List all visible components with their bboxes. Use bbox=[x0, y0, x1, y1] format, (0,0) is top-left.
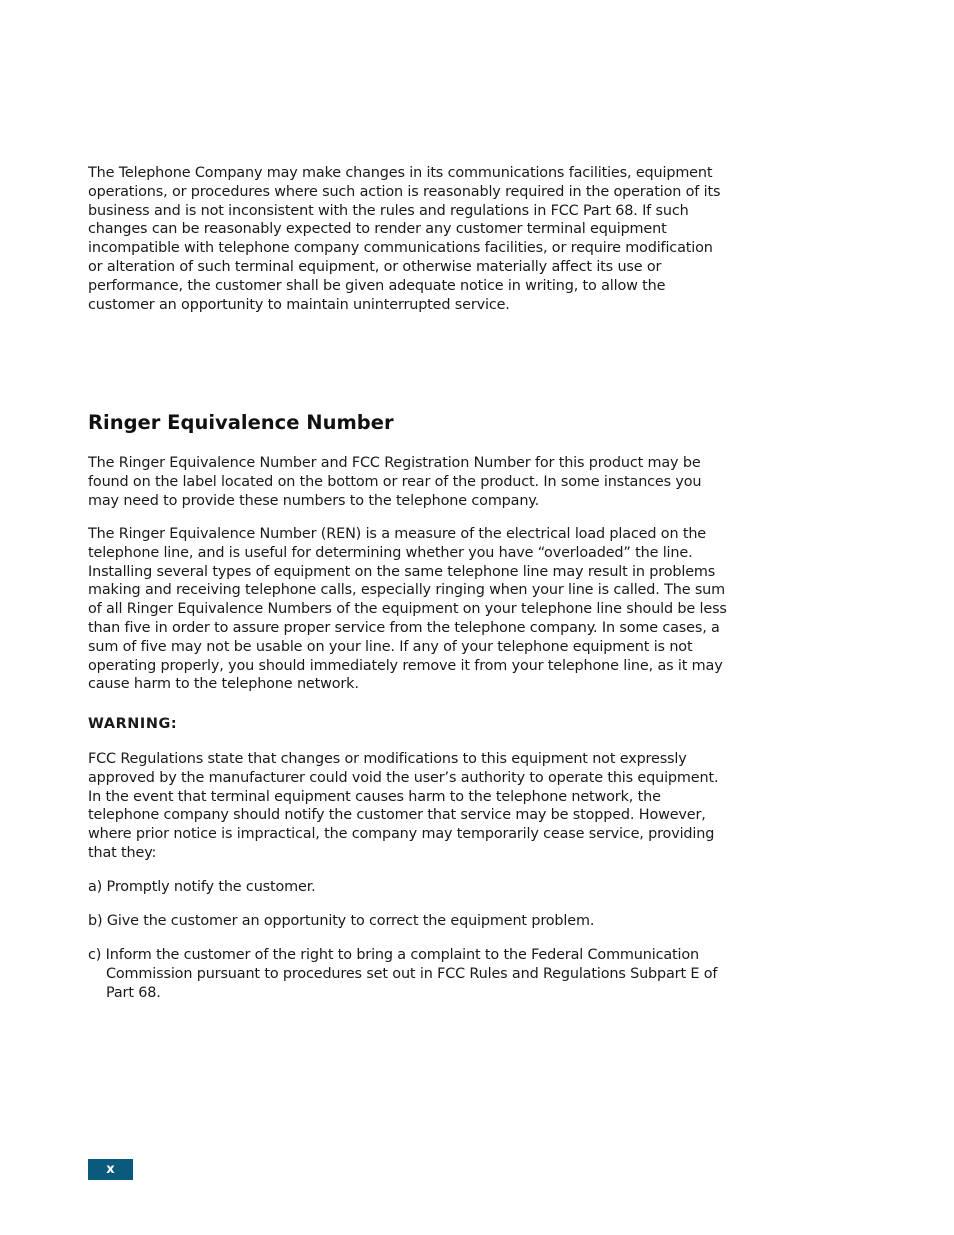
intro-paragraph: The Telephone Company may make changes in its communications facilities, equipment operations, or procedures where such action is reasonably required in the operation of its business and is not inconsistent with the rules and regulations in FCC Part 68. If such changes can be reasonably expected to render any customer terminal equipment incompatible with telephone company communications facilities, or require modification or alteration of such terminal equipment, or otherwise materially affect its use or performance, the customer shall be given adequate notice in writing, to allow the customer an opportunity to maintain uninterrupted service. bbox=[88, 165, 721, 313]
warning-label: WARNING: bbox=[88, 716, 178, 732]
list-item: a) Promptly notify the customer. bbox=[88, 879, 316, 895]
page-number-tab: x bbox=[88, 1159, 133, 1180]
list-item: b) Give the customer an opportunity to correct the equipment problem. bbox=[88, 913, 595, 929]
section-heading: Ringer Equivalence Number bbox=[88, 411, 394, 434]
ren-paragraph-2: The Ringer Equivalence Number (REN) is a measure of the electrical load placed on the telephone line, and is useful for determining whether you have “overloaded” the line. Installing several types of equipment on the same telephone line may result in problems making and receiving telephone calls, especially ringing when your line is called. The sum of all Ringer Equivalence Numbers of the equipment on your telephone line should be less than five in order to assure proper service from the telephone company. In some cases, a sum of five may not be usable on your line. If any of your telephone equipment is not operating properly, you should immediately remove it from your telephone line, as it may cause harm to the telephone network. bbox=[88, 526, 727, 693]
list-item: c) Inform the customer of the right to bring a complaint to the Federal Communication Commission pursuant to procedures set out in FCC Rules and Regulations Subpart E of Part 68. bbox=[88, 947, 718, 1001]
ren-paragraph-1: The Ringer Equivalence Number and FCC Registration Number for this product may be found on the label located on the bottom or rear of the product. In some instances you may need to provide these numbers to the telephone company. bbox=[88, 455, 702, 509]
warning-paragraph: FCC Regulations state that changes or modifications to this equipment not expressly approved by the manufacturer could void the user’s authority to operate this equipment. In the event that terminal equipment causes harm to the telephone network, the telephone company should notify the customer that service may be stopped. However, where prior notice is impractical, the company may temporarily cease service, providing that they: bbox=[88, 751, 719, 861]
